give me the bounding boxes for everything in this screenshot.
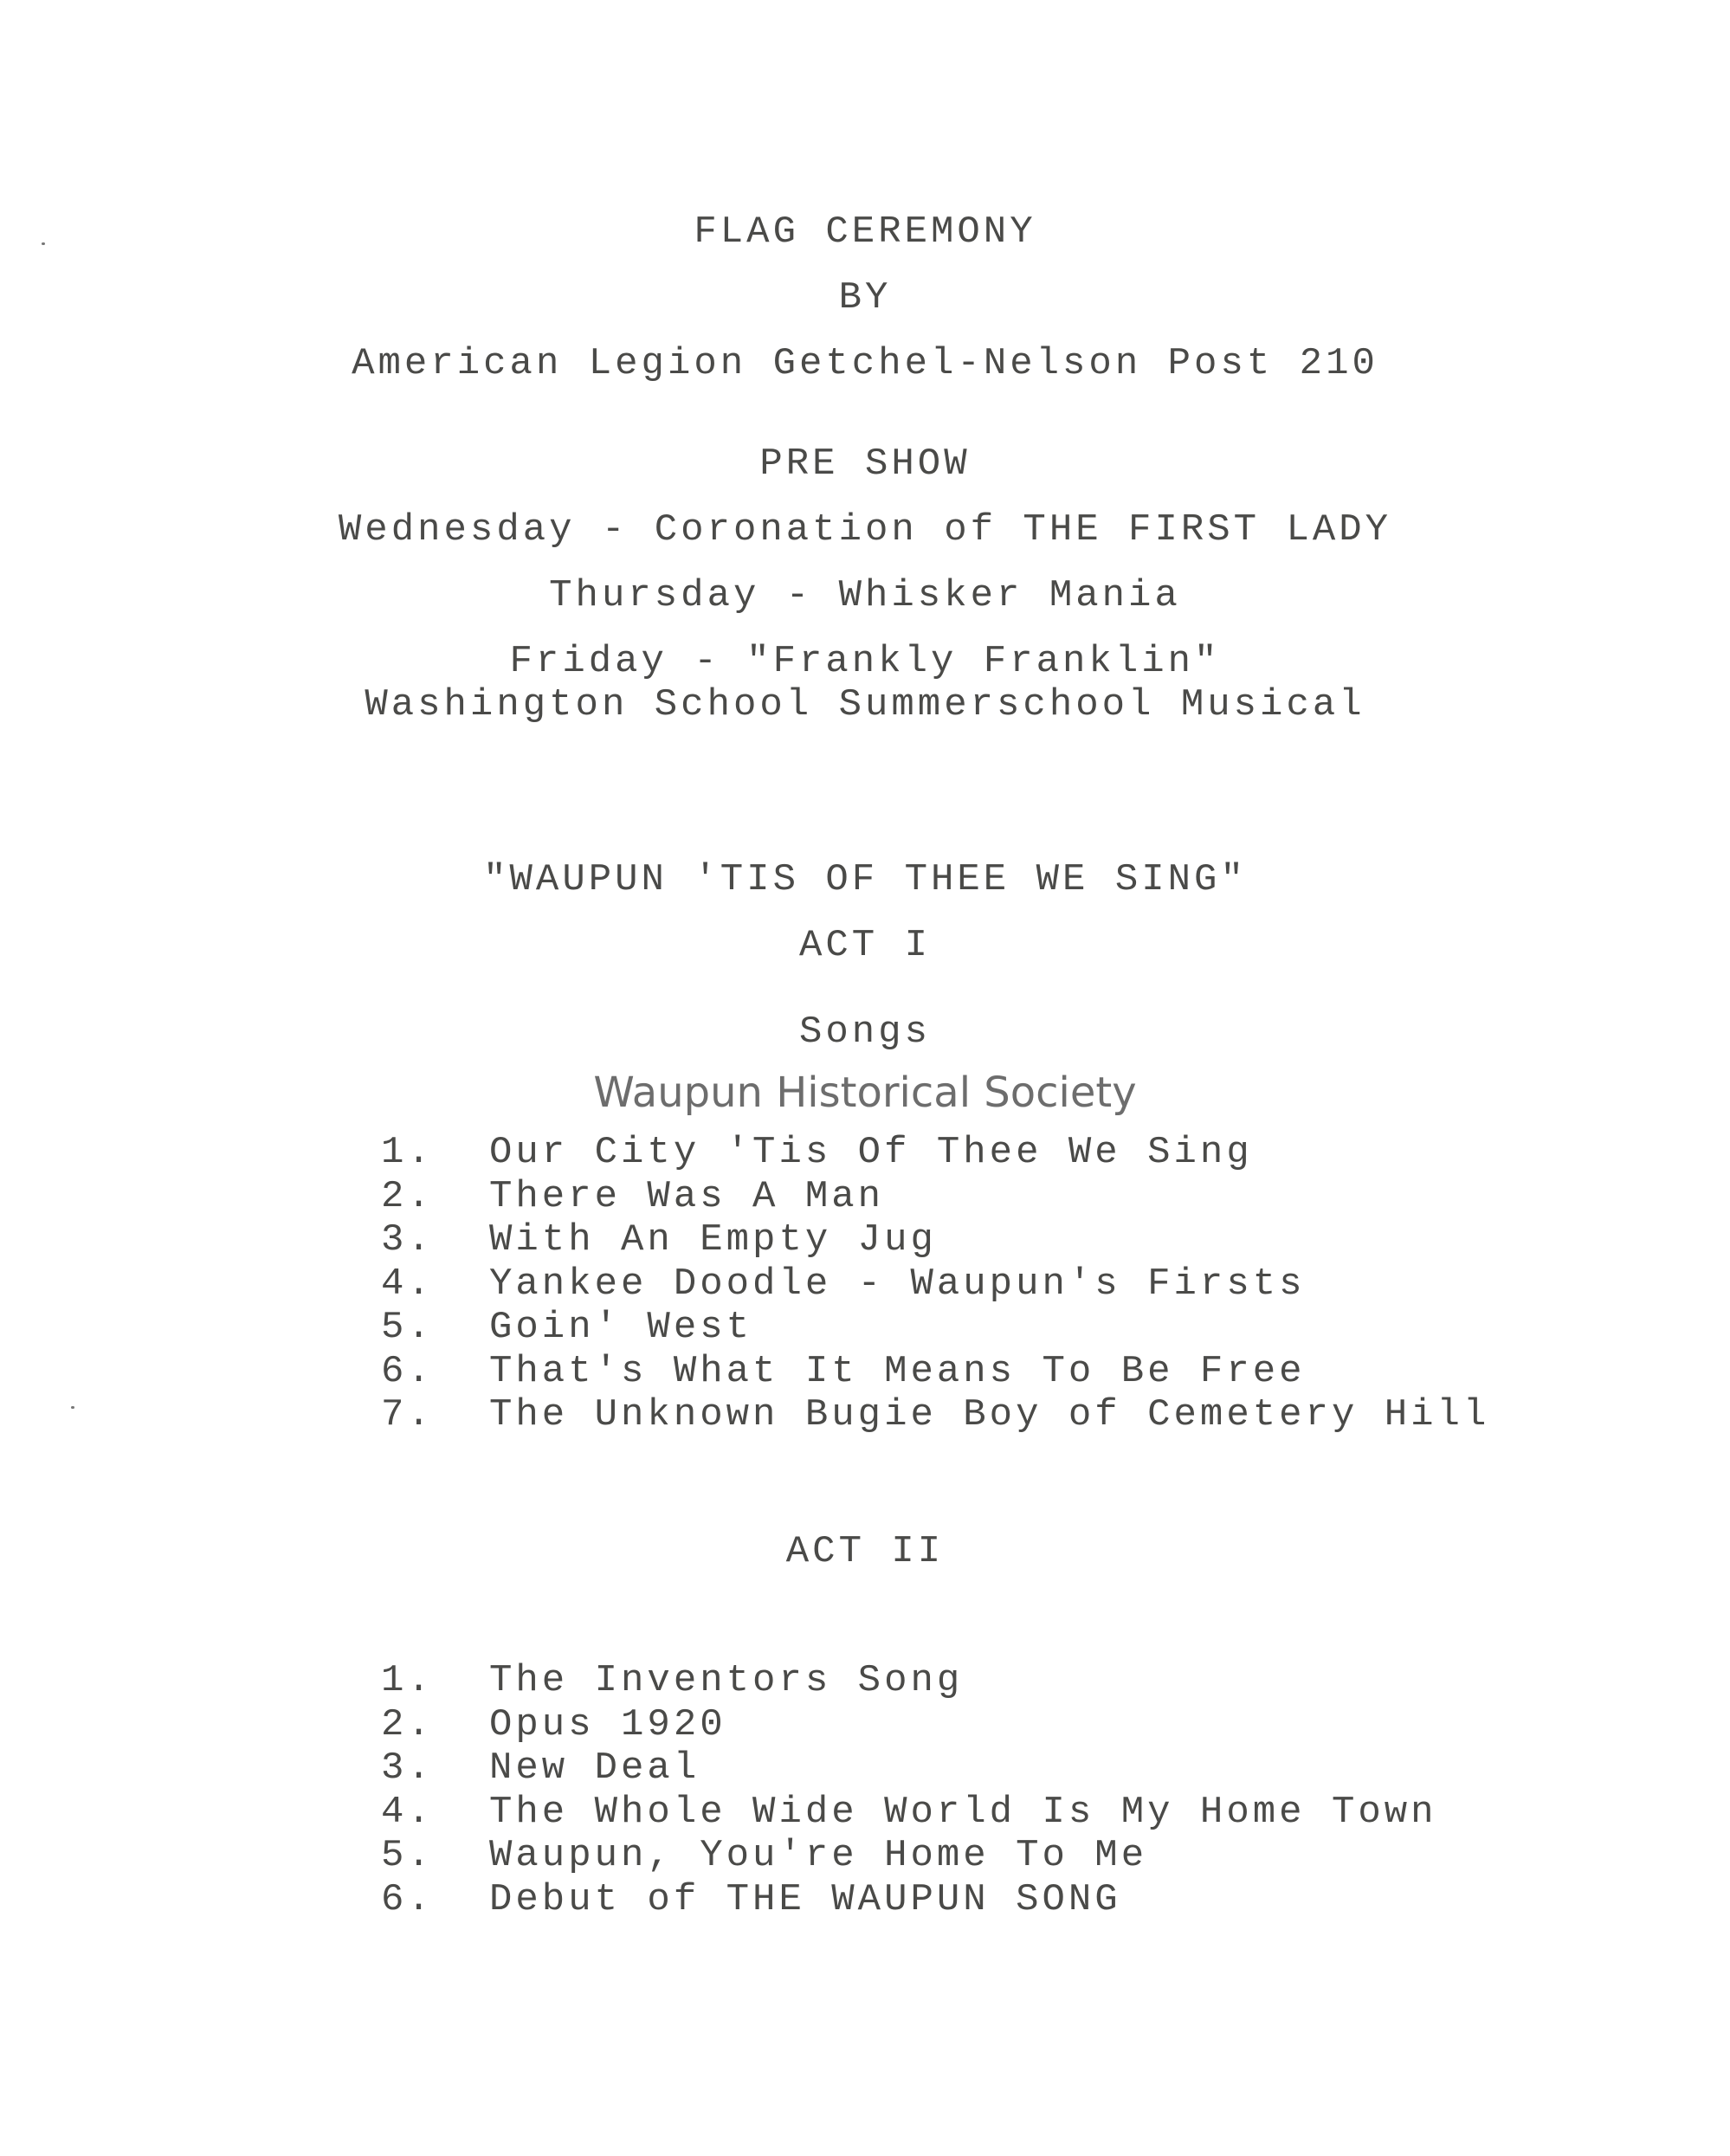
song-number: 7.: [381, 1393, 434, 1436]
pre-show-friday: Friday - "Frankly Franklin": [509, 640, 1221, 683]
by-line: BY: [838, 276, 892, 320]
song-title: Opus 1920: [489, 1702, 726, 1746]
organization-line: American Legion Getchel-Nelson Post 210: [352, 342, 1378, 385]
song-number: 4.: [381, 1790, 434, 1834]
song-number: 5.: [381, 1306, 434, 1349]
song-item: [381, 1791, 1437, 1835]
song-title: The Whole Wide World Is My Home Town: [489, 1790, 1437, 1834]
song-number: 2.: [381, 1702, 434, 1746]
show-title: "WAUPUN 'TIS OF THEE WE SING": [483, 858, 1247, 901]
act2-heading: ACT II: [785, 1530, 945, 1573]
song-number: 6.: [381, 1877, 434, 1921]
song-title: Debut of THE WAUPUN SONG: [489, 1877, 1121, 1921]
song-item: [381, 1746, 1437, 1791]
watermark: Waupun Historical Society: [593, 1068, 1137, 1117]
song-item: [381, 1878, 1437, 1922]
act1-song-list: [381, 1131, 1489, 1437]
pre-show-heading: PRE SHOW: [759, 442, 971, 486]
song-title: That's What It Means To Be Free: [489, 1349, 1306, 1393]
pre-show-thursday: Thursday - Whisker Mania: [549, 574, 1181, 617]
pre-show-friday-detail: Washington School Summerschool Musical: [365, 683, 1365, 726]
song-item: [381, 1175, 1489, 1219]
song-item: [381, 1703, 1437, 1747]
song-number: 5.: [381, 1834, 434, 1877]
song-title: Goin' West: [489, 1306, 753, 1349]
song-item: [381, 1834, 1437, 1878]
song-item: [381, 1131, 1489, 1175]
songs-heading: Songs: [798, 1010, 932, 1054]
song-number: 1.: [381, 1659, 434, 1702]
song-item: [381, 1306, 1489, 1350]
song-title: New Deal: [489, 1746, 700, 1790]
song-item: [381, 1262, 1489, 1307]
song-number: 3.: [381, 1218, 434, 1262]
act1-heading: ACT I: [798, 924, 932, 967]
song-number: 3.: [381, 1746, 434, 1790]
song-number: 6.: [381, 1349, 434, 1393]
song-number: 1.: [381, 1131, 434, 1174]
song-item: [381, 1218, 1489, 1262]
song-item: [381, 1659, 1437, 1703]
document-title: FLAG CEREMONY: [694, 210, 1036, 254]
song-title: The Unknown Bugie Boy of Cemetery Hill: [489, 1393, 1490, 1436]
song-title: There Was A Man: [489, 1174, 885, 1218]
song-title: Yankee Doodle - Waupun's Firsts: [489, 1262, 1306, 1306]
song-number: 4.: [381, 1262, 434, 1306]
song-item: [381, 1393, 1489, 1437]
song-title: The Inventors Song: [489, 1659, 964, 1702]
song-title: Our City 'Tis Of Thee We Sing: [489, 1131, 1253, 1174]
scan-speck: [71, 1406, 74, 1409]
song-title: Waupun, You're Home To Me: [489, 1834, 1148, 1877]
pre-show-wednesday: Wednesday - Coronation of THE FIRST LADY: [338, 508, 1392, 552]
song-number: 2.: [381, 1174, 434, 1218]
song-title: With An Empty Jug: [489, 1218, 937, 1262]
act2-song-list: [381, 1659, 1437, 1921]
song-item: [381, 1350, 1489, 1394]
